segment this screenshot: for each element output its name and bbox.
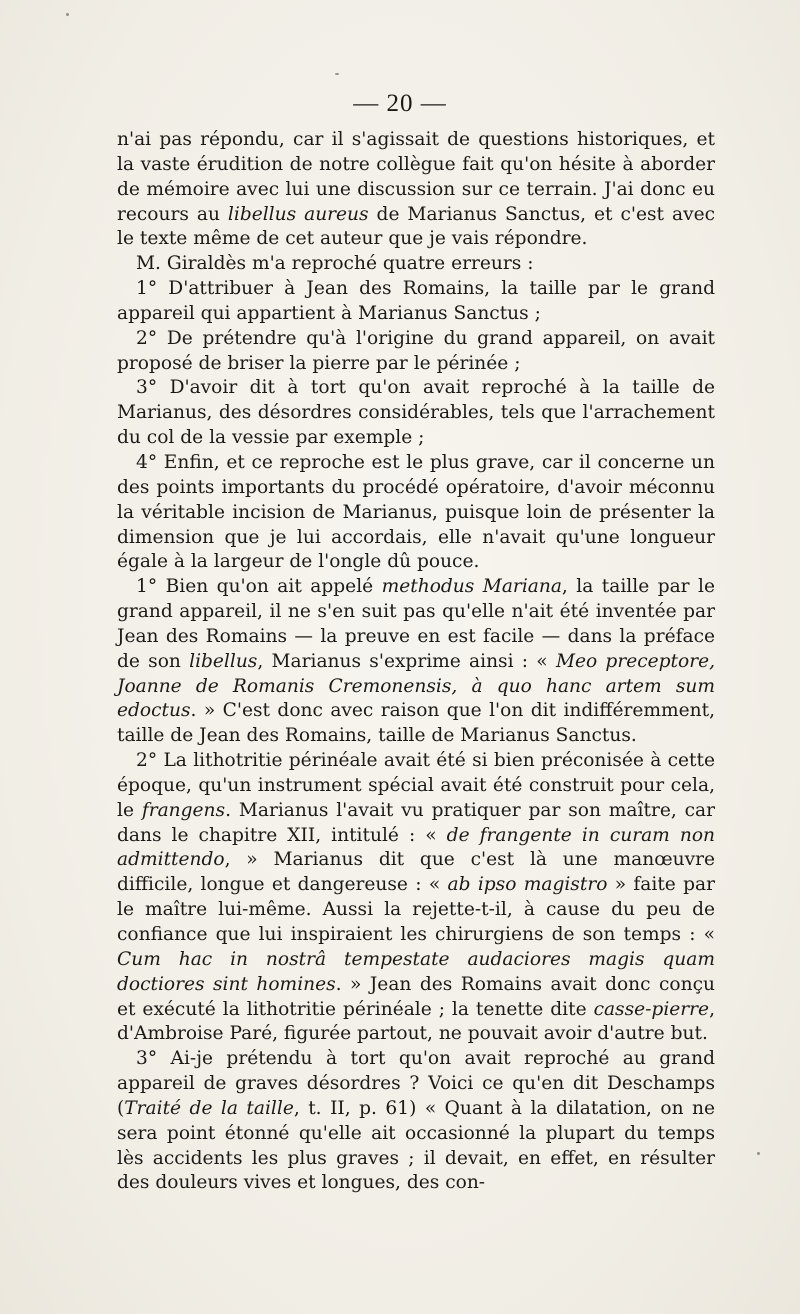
text-run: M. Giraldès m'a reproché quatre erreurs :	[136, 253, 534, 275]
text-run: , d'Ambroise Paré, figurée partout, ne pouvait avoir d'autre but.	[117, 998, 715, 1045]
text-run: de Marianus Sanctus, et c'est avec le texte même de cet auteur que je vais répondre.	[117, 203, 715, 250]
text-run: , » Marianus dit que c'est là une manœuvre difficile, longue et dangereuse : «	[117, 849, 715, 896]
text-run: 3° Ai-je prétendu à tort qu'on avait reproché au grand appareil de graves désordres ? Voici ce qu'en dit Deschamps (	[117, 1048, 715, 1119]
italic-run: libellus	[189, 650, 258, 672]
text-run: 1° Bien qu'on ait appelé	[136, 576, 382, 598]
italic-run: Traité de la taille	[124, 1097, 294, 1119]
italic-run: methodus Mariana	[381, 576, 562, 598]
text-run: 2° De prétendre qu'à l'origine du grand appareil, on avait proposé de briser la pierre par le périnée ;	[117, 327, 715, 374]
text-run: 3° D'avoir dit à tort qu'on avait reproché à la taille de Marianus, des désordres considérables, tels que l'arrachement du col de la vessie par exemple ;	[117, 377, 715, 449]
paragraph	[117, 749, 715, 1047]
paper-speck	[757, 1152, 760, 1155]
paper-speck	[335, 73, 339, 75]
italic-run: de frangente in curam non admittendo	[117, 824, 716, 871]
text-run: , la taille par le grand appareil, il ne s'en suit pas qu'elle n'ait été inventée par Jean des Romains — la preuve en est facile — dans la préface de son	[117, 576, 715, 672]
paragraph	[117, 575, 715, 749]
page-number: — 20 —	[353, 90, 447, 117]
paragraph	[117, 1047, 715, 1196]
text-run: , Marianus s'exprime ainsi : «	[257, 650, 556, 672]
text-run: . » C'est donc avec raison que l'on dit indifféremment, taille de Jean des Romains, taille de Marianus Sanctus.	[117, 700, 715, 747]
paragraph	[117, 252, 715, 277]
paragraph	[117, 277, 715, 327]
italic-run: ab ipso magistro	[447, 874, 608, 896]
italic-run: frangens	[141, 799, 226, 821]
text-run: 2° La lithotritie périnéale avait été si bien préconisée à cette époque, qu'un instrument spécial avait été construit pour cela, le	[117, 750, 715, 821]
paper-speck	[66, 13, 69, 16]
italic-run: Cum hac in nostrâ tempestate audaciores magis quam doctiores sint homines	[117, 948, 715, 995]
italic-run: Meo preceptore, Joanne de Romanis Cremonensis, à quo hanc artem sum edoctus	[117, 650, 716, 722]
text-run: , t. II, p. 61) « Quant à la dilatation, on ne sera point étonné qu'elle ait occasionné la plupart du temps lès accidents les plus graves ; il devait, en effet, en résulter des douleurs vives et longues, des con-	[117, 1097, 715, 1194]
paragraph	[117, 451, 715, 575]
text-run: 4° Enfin, et ce reproche est le plus grave, car il concerne un des points importants du procédé opératoire, d'avoir méconnu la véritable incision de Marianus, puisque loin de présenter la dimension que je lui accordais, elle n'avait qu'une longueur égale à la largeur de l'ongle dû pouce.	[117, 451, 715, 573]
italic-run: libellus aureus	[227, 203, 369, 225]
paragraph	[117, 376, 715, 451]
text-run: . Marianus l'avait vu pratiquer par son maître, car dans le chapitre XII, intitulé : «	[117, 799, 715, 846]
text-run: » faite par le maître lui-même. Aussi la rejette-t-il, à cause du peu de confiance que lui inspiraient les chirurgiens de son temps : «	[117, 874, 715, 945]
paragraph	[117, 128, 715, 252]
paragraph	[117, 327, 715, 377]
body-text	[117, 128, 715, 1196]
italic-run: casse-pierre	[593, 998, 710, 1020]
text-run: 1° D'attribuer à Jean des Romains, la taille par le grand appareil qui appartient à Marianus Sanctus ;	[117, 278, 715, 324]
text-run: n'ai pas répondu, car il s'agissait de questions historiques, et la vaste érudition de notre collègue fait qu'on hésite à aborder de mémoire avec lui une discussion sur ce terrain. J'ai donc eu recours au	[117, 129, 715, 225]
text-run: . » Jean des Romains avait donc conçu et exécuté la lithotritie périnéale ; la tenette dite	[117, 973, 715, 1020]
